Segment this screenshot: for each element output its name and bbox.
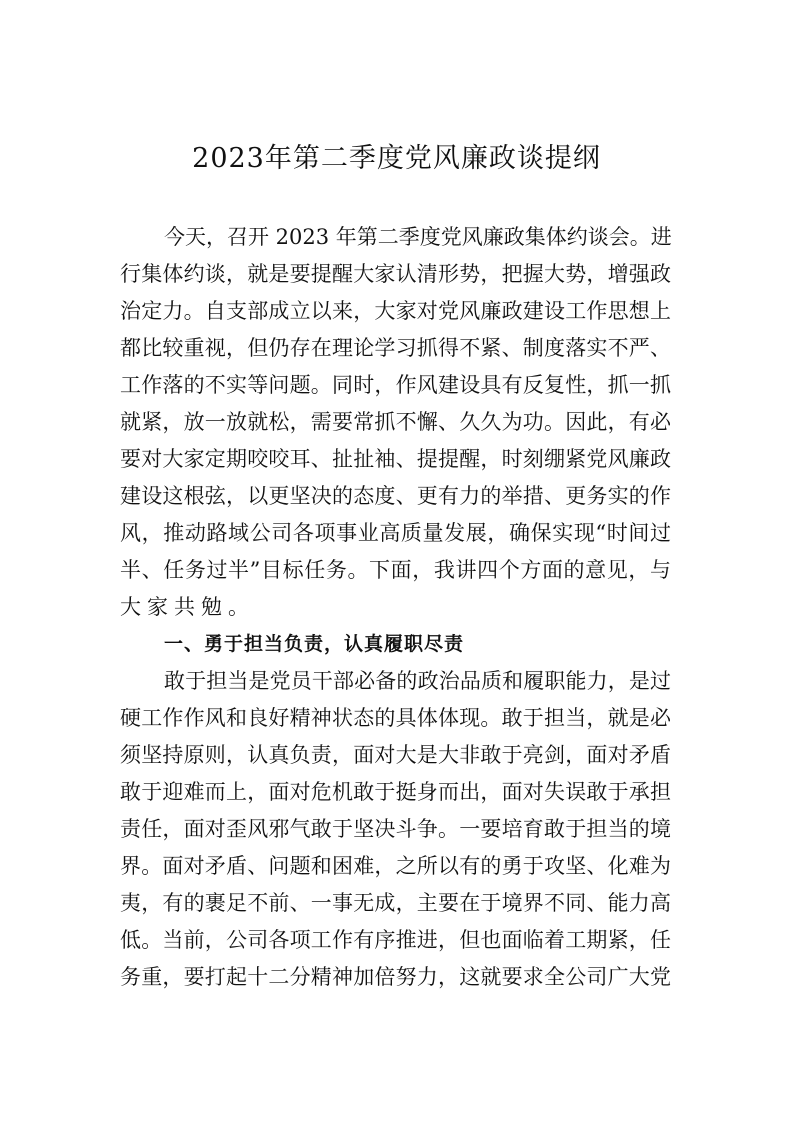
text-line: 夷，有的裹足不前、一事无成，主要在于境界不同、能力高 bbox=[120, 891, 671, 915]
text-line: 硬工作作风和良好精神状态的具体体现。敢于担当，就是必 bbox=[120, 706, 671, 730]
text-line: 大家共勉。 bbox=[120, 595, 255, 619]
text-line: 建设这根弦，以更坚决的态度、更有力的举措、更务实的作 bbox=[120, 484, 671, 508]
paragraph-2 bbox=[120, 663, 671, 996]
text-line: 敢于担当是党员干部必备的政治品质和履职能力，是过 bbox=[164, 669, 671, 693]
text-line: 责任，面对歪风邪气敢于坚决斗争。一要培育敢于担当的境 bbox=[120, 817, 671, 841]
text-line: 要对大家定期咬咬耳、扯扯袖、提提醒，时刻绷紧党风廉政 bbox=[120, 447, 671, 471]
text-line: 工作落的不实等问题。同时，作风建设具有反复性，抓一抓 bbox=[120, 373, 671, 397]
text-line: 界。面对矛盾、问题和困难，之所以有的勇于攻坚、化难为 bbox=[120, 854, 671, 878]
section-heading-1: 一、勇于担当负责，认真履职尽责 bbox=[164, 633, 465, 655]
text-line: 行集体约谈，就是要提醒大家认清形势，把握大势，增强政 bbox=[120, 262, 671, 286]
text-line: 务重，要打起十二分精神加倍努力，这就要求全公司广大党 bbox=[120, 965, 671, 989]
text-line: 治定力。自支部成立以来，大家对党风廉政建设工作思想上 bbox=[120, 299, 671, 323]
paragraph-1 bbox=[120, 219, 671, 626]
text-line: 须坚持原则，认真负责，面对大是大非敢于亮剑，面对矛盾 bbox=[120, 743, 671, 767]
text-line: 今天，召开 2023 年第二季度党风廉政集体约谈会。进 bbox=[164, 225, 672, 249]
text-line: 都比较重视，但仍存在理论学习抓得不紧、制度落实不严、 bbox=[120, 336, 671, 360]
text-line: 低。当前，公司各项工作有序推进，但也面临着工期紧，任 bbox=[120, 928, 671, 952]
text-line: 就紧，放一放就松，需要常抓不懈、久久为功。因此，有必 bbox=[120, 410, 671, 434]
text-line: 风，推动路域公司各项事业高质量发展，确保实现“时间过 bbox=[120, 521, 671, 545]
document-title: 2023年第二季度党风廉政谈提纲 bbox=[192, 143, 601, 174]
text-line: 敢于迎难而上，面对危机敢于挺身而出，面对失误敢于承担 bbox=[120, 780, 671, 804]
text-line: 半、任务过半”目标任务。下面，我讲四个方面的意见，与 bbox=[120, 558, 671, 582]
document-body bbox=[120, 219, 671, 996]
